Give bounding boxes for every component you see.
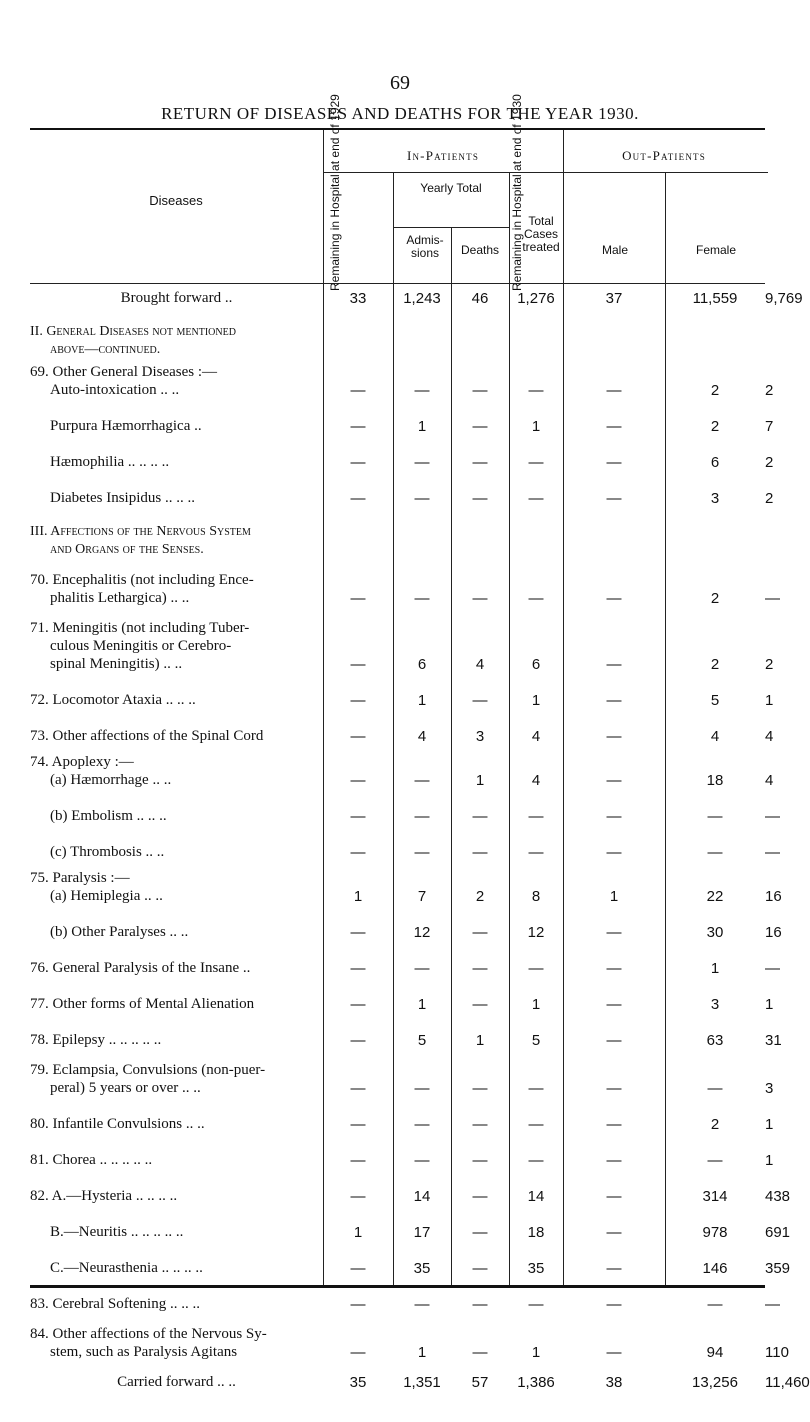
- disease-line: 76. General Paralysis of the Insane ..: [30, 960, 251, 976]
- value-cell: —: [528, 490, 544, 507]
- disease-name: [30, 1169, 323, 1205]
- disease-name: [30, 1049, 323, 1097]
- value-cell: —: [528, 1296, 544, 1313]
- value-cell: 5: [710, 692, 720, 709]
- value-cell: —: [606, 728, 622, 745]
- value-cell: 18: [706, 772, 724, 789]
- value-cell: 1: [531, 418, 541, 435]
- value-cell: —: [472, 692, 488, 709]
- value-cell: 2: [710, 590, 720, 607]
- value-cell: —: [606, 1116, 622, 1133]
- value-cell: —: [350, 1152, 366, 1169]
- value-cell: —: [350, 382, 366, 399]
- value-cell: 1: [710, 960, 720, 977]
- value-cell: 5: [417, 1032, 427, 1049]
- value-cell: —: [472, 996, 488, 1013]
- disease-name: [30, 1241, 323, 1277]
- table-row: Brought forward .. 33 1,243 46 1,276 37 11,559 9,769: [30, 285, 765, 307]
- value-cell: 1: [417, 418, 427, 435]
- disease-line: and Organs of the Senses.: [50, 542, 204, 557]
- value-cell: 978: [702, 1224, 728, 1241]
- value-cell: —: [350, 418, 366, 435]
- value-cell: [509, 307, 563, 359]
- table-row: (b) Other Paralyses .. .. — 12 — 12 — 30 16: [30, 905, 765, 941]
- disease-name: [30, 359, 323, 399]
- value-cell: —: [472, 1224, 488, 1241]
- bottom-rule: [30, 1285, 765, 1288]
- admissions-header: Admis- sions: [406, 233, 444, 260]
- value-cell: —: [707, 1080, 723, 1097]
- value-cell: —: [606, 772, 622, 789]
- value-cell: —: [606, 1152, 622, 1169]
- disease-line: (a) Hemiplegia .. ..: [50, 888, 163, 904]
- value-cell: 4: [417, 728, 427, 745]
- value-cell: 2: [710, 418, 720, 435]
- value-cell: 35: [349, 1374, 367, 1391]
- disease-line: (b) Embolism .. .. ..: [50, 808, 167, 824]
- value-cell: —: [707, 1296, 723, 1313]
- value-cell: —: [606, 844, 622, 861]
- disease-line: B.—Neuritis .. .. .. .. ..: [50, 1224, 184, 1240]
- value-cell: —: [350, 996, 366, 1013]
- value-cell: 4: [531, 728, 541, 745]
- disease-line: Purpura Hæmorrhagica ..: [50, 418, 202, 434]
- value-cell: —: [606, 656, 622, 673]
- value-cell: —: [606, 418, 622, 435]
- value-cell: —: [606, 1296, 622, 1313]
- disease-name: [30, 435, 323, 471]
- value-cell: —: [472, 490, 488, 507]
- value-cell: 1: [475, 1032, 485, 1049]
- value-cell: 1: [531, 692, 541, 709]
- value-cell: —: [472, 844, 488, 861]
- value-cell: [393, 507, 451, 559]
- table-row: 78. Epilepsy .. .. .. .. .. — 5 1 5 — 63 31: [30, 1013, 765, 1049]
- value-cell: 6: [710, 454, 720, 471]
- table-row: (b) Embolism .. .. .. — — — — — — —: [30, 789, 765, 825]
- disease-line: (b) Other Paralyses .. ..: [50, 924, 189, 940]
- disease-line: C.—Neurasthenia .. .. .. ..: [50, 1260, 203, 1276]
- value-cell: —: [528, 808, 544, 825]
- value-cell: 37: [605, 290, 623, 307]
- value-cell: 2: [710, 382, 720, 399]
- value-cell: 2: [710, 1116, 720, 1133]
- value-cell: —: [350, 960, 366, 977]
- value-cell: —: [606, 1344, 622, 1361]
- value-cell: 57: [471, 1374, 489, 1391]
- value-cell: 63: [706, 1032, 724, 1049]
- disease-name: [30, 1133, 323, 1169]
- top-rule: [30, 128, 765, 130]
- value-cell: —: [472, 1152, 488, 1169]
- disease-name: [30, 607, 323, 673]
- value-cell: 38: [605, 1374, 623, 1391]
- value-cell: —: [606, 454, 622, 471]
- remaining-1930-header: Remaining in Hospital at end of 1930: [510, 94, 524, 291]
- value-cell: 5: [531, 1032, 541, 1049]
- value-cell: 1: [417, 1344, 427, 1361]
- table-row: 77. Other forms of Mental Alienation — 1 — 1 — 3 1: [30, 977, 765, 1013]
- table-row: 80. Infantile Convulsions .. .. — — — — — 2 1: [30, 1097, 765, 1133]
- disease-line: 83. Cerebral Softening .. .. ..: [30, 1296, 200, 1312]
- value-cell: —: [350, 1296, 366, 1313]
- value-cell: —: [414, 590, 430, 607]
- disease-line: 75. Paralysis :—: [30, 870, 130, 886]
- value-cell: —: [350, 656, 366, 673]
- value-cell: —: [528, 960, 544, 977]
- disease-line: above—continued.: [50, 342, 161, 357]
- value-cell: —: [350, 1260, 366, 1277]
- value-cell: 4: [710, 728, 720, 745]
- disease-line: peral) 5 years or over .. ..: [50, 1080, 201, 1096]
- disease-name: [30, 673, 323, 709]
- value-cell: —: [528, 382, 544, 399]
- value-cell: [665, 307, 765, 359]
- value-cell: 2: [475, 888, 485, 905]
- value-cell: —: [414, 772, 430, 789]
- disease-name: [30, 905, 323, 941]
- value-cell: [323, 507, 393, 559]
- value-cell: —: [472, 1188, 488, 1205]
- value-cell: —: [350, 692, 366, 709]
- value-cell: 1: [353, 888, 363, 905]
- disease-line: 71. Meningitis (not including Tuber-: [30, 620, 250, 636]
- value-cell: 2: [710, 656, 720, 673]
- value-cell: —: [707, 808, 723, 825]
- value-cell: 46: [471, 290, 489, 307]
- disease-line: 79. Eclampsia, Convulsions (non-puer-: [30, 1062, 266, 1078]
- value-cell: 13,256: [692, 1374, 738, 1391]
- value-cell: —: [472, 1260, 488, 1277]
- value-cell: 8: [531, 888, 541, 905]
- disease-line: 84. Other affections of the Nervous Sy-: [30, 1326, 267, 1342]
- disease-line: 80. Infantile Convulsions .. ..: [30, 1116, 205, 1132]
- table-row: Purpura Hæmorrhagica .. — 1 — 1 — 2 7: [30, 399, 765, 435]
- value-cell: —: [606, 1032, 622, 1049]
- disease-name: [30, 285, 323, 307]
- disease-name: [30, 1205, 323, 1241]
- yearly-total-header: Yearly Total: [420, 181, 482, 195]
- value-cell: 1: [417, 996, 427, 1013]
- disease-line: 70. Encephalitis (not including Ence-: [30, 572, 254, 588]
- disease-line: II. General Diseases not mentioned: [30, 324, 236, 339]
- value-cell: 14: [527, 1188, 545, 1205]
- value-cell: —: [350, 808, 366, 825]
- disease-name: [30, 1313, 323, 1361]
- table-row: 73. Other affections of the Spinal Cord — 4 3 4 — 4 4: [30, 709, 765, 745]
- value-cell: —: [350, 490, 366, 507]
- disease-line: 77. Other forms of Mental Alienation: [30, 996, 255, 1012]
- total-cases-header: Total Cases treated: [522, 214, 560, 254]
- value-cell: —: [472, 1296, 488, 1313]
- value-cell: 1,276: [517, 290, 555, 307]
- disease-line: culous Meningitis or Cerebro-: [50, 638, 232, 654]
- value-cell: —: [414, 960, 430, 977]
- table-row: B.—Neuritis .. .. .. .. .. 1 17 — 18 — 978 691: [30, 1205, 765, 1241]
- remaining-1929-header: Remaining in Hospital at end of 1929: [328, 94, 342, 291]
- disease-name: [30, 1361, 323, 1391]
- table-row: 82. A.—Hysteria .. .. .. .. — 14 — 14 — 314 438: [30, 1169, 765, 1205]
- value-cell: 17: [413, 1224, 431, 1241]
- value-cell: 3: [710, 996, 720, 1013]
- value-cell: —: [350, 844, 366, 861]
- table-row: 74. Apoplexy :— (a) Hæmorrhage .. .. — — 1 4 — 18 4: [30, 745, 765, 789]
- value-cell: 14: [413, 1188, 431, 1205]
- value-cell: 35: [527, 1260, 545, 1277]
- value-cell: —: [606, 692, 622, 709]
- value-cell: 146: [702, 1260, 728, 1277]
- value-cell: —: [606, 590, 622, 607]
- value-cell: —: [606, 1188, 622, 1205]
- value-cell: —: [528, 590, 544, 607]
- disease-name: [30, 1277, 323, 1313]
- value-cell: —: [414, 454, 430, 471]
- value-cell: —: [472, 960, 488, 977]
- value-cell: 7: [417, 888, 427, 905]
- table-row: 69. Other General Diseases :— Auto-intoxication .. .. — — — — — 2 2: [30, 359, 765, 399]
- diseases-header: Diseases: [149, 193, 203, 208]
- value-cell: —: [472, 808, 488, 825]
- value-cell: —: [350, 728, 366, 745]
- value-cell: —: [528, 454, 544, 471]
- page-number: 69: [390, 72, 410, 94]
- disease-name: [30, 1013, 323, 1049]
- value-cell: —: [350, 1116, 366, 1133]
- value-cell: [665, 507, 765, 559]
- value-cell: 1: [475, 772, 485, 789]
- value-cell: 11,559: [692, 290, 738, 307]
- value-cell: 12: [527, 924, 545, 941]
- value-cell: 30: [706, 924, 724, 941]
- value-cell: —: [350, 1188, 366, 1205]
- disease-name: [30, 471, 323, 507]
- value-cell: 22: [706, 888, 724, 905]
- value-cell: —: [528, 1152, 544, 1169]
- table-row: 72. Locomotor Ataxia .. .. .. — 1 — 1 — 5 1: [30, 673, 765, 709]
- value-cell: 35: [413, 1260, 431, 1277]
- disease-name: [30, 1097, 323, 1133]
- value-cell: —: [606, 924, 622, 941]
- value-cell: —: [472, 1080, 488, 1097]
- table-row: Hæmophilia .. .. .. .. — — — — — 6 2: [30, 435, 765, 471]
- disease-name: [30, 307, 323, 359]
- value-cell: —: [606, 960, 622, 977]
- group-rule: [323, 172, 768, 173]
- value-cell: 1,386: [517, 1374, 555, 1391]
- value-cell: —: [606, 382, 622, 399]
- disease-line: Brought forward ..: [120, 290, 233, 306]
- value-cell: —: [414, 1116, 430, 1133]
- value-cell: —: [472, 454, 488, 471]
- disease-line: III. Affections of the Nervous System: [30, 524, 251, 539]
- value-cell: 33: [349, 290, 367, 307]
- value-cell: —: [350, 772, 366, 789]
- value-cell: 6: [531, 656, 541, 673]
- table-row: 76. General Paralysis of the Insane .. — — — — — 1 —: [30, 941, 765, 977]
- value-cell: [323, 307, 393, 359]
- value-cell: 1,243: [403, 290, 441, 307]
- table-row: C.—Neurasthenia .. .. .. .. — 35 — 35 — 146 359: [30, 1241, 765, 1277]
- value-cell: —: [414, 1152, 430, 1169]
- table-row: 84. Other affections of the Nervous Sy- stem, such as Paralysis Agitans — 1 — 1 — 94 110: [30, 1313, 765, 1361]
- disease-name: [30, 825, 323, 861]
- value-cell: —: [707, 844, 723, 861]
- disease-line: Diabetes Insipidus .. .. ..: [50, 490, 195, 506]
- value-cell: —: [414, 844, 430, 861]
- value-cell: 12: [413, 924, 431, 941]
- value-cell: —: [472, 418, 488, 435]
- disease-line: 78. Epilepsy .. .. .. .. ..: [30, 1032, 162, 1048]
- table-row: [30, 507, 765, 559]
- value-cell: —: [528, 1116, 544, 1133]
- value-cell: —: [414, 490, 430, 507]
- disease-line: 73. Other affections of the Spinal Cord: [30, 728, 264, 744]
- disease-name: [30, 709, 323, 745]
- disease-line: Auto-intoxication .. ..: [50, 382, 180, 398]
- table-row: 79. Eclampsia, Convulsions (non-puer- peral) 5 years or over .. .. — — — — — — 3: [30, 1049, 765, 1097]
- out-patients-header: Out-Patients: [622, 148, 706, 163]
- value-cell: —: [472, 1344, 488, 1361]
- disease-name: [30, 399, 323, 435]
- diseases-table: [30, 285, 810, 1391]
- value-cell: —: [528, 1080, 544, 1097]
- disease-name: [30, 941, 323, 977]
- value-cell: —: [528, 844, 544, 861]
- value-cell: 314: [702, 1188, 728, 1205]
- male-header: Male: [601, 243, 628, 257]
- value-cell: 1: [531, 996, 541, 1013]
- value-cell: —: [414, 382, 430, 399]
- deaths-header: Deaths: [460, 243, 500, 257]
- table-row: 83. Cerebral Softening .. .. .. — — — — — — —: [30, 1277, 765, 1313]
- value-cell: —: [350, 1344, 366, 1361]
- disease-name: [30, 977, 323, 1013]
- value-cell: —: [350, 590, 366, 607]
- table-row: 70. Encephalitis (not including Ence- phalitis Lethargica) .. .. — — — — — 2 —: [30, 559, 765, 607]
- value-cell: [509, 507, 563, 559]
- value-cell: —: [472, 590, 488, 607]
- disease-line: Hæmophilia .. .. .. ..: [50, 454, 170, 470]
- value-cell: —: [472, 382, 488, 399]
- table-row: 71. Meningitis (not including Tuber- culous Meningitis or Cerebro- spinal Meningitis) .. .. — 6 4 6 — 2 2: [30, 607, 765, 673]
- disease-name: [30, 559, 323, 607]
- table-row: 81. Chorea .. .. .. .. .. — — — — — — 1: [30, 1133, 765, 1169]
- value-cell: —: [606, 808, 622, 825]
- value-cell: [451, 507, 509, 559]
- value-cell: 3: [475, 728, 485, 745]
- disease-name: [30, 789, 323, 825]
- value-cell: 4: [475, 656, 485, 673]
- value-cell: —: [350, 924, 366, 941]
- value-cell: 18: [527, 1224, 545, 1241]
- value-cell: —: [606, 1080, 622, 1097]
- disease-line: Carried forward .. ..: [117, 1374, 236, 1390]
- disease-line: (c) Thrombosis .. ..: [50, 844, 165, 860]
- value-cell: 3: [710, 490, 720, 507]
- disease-name: [30, 507, 323, 559]
- in-patients-header: In-Patients: [406, 148, 480, 163]
- value-cell: [451, 307, 509, 359]
- disease-line: phalitis Lethargica) .. ..: [50, 590, 190, 606]
- value-cell: 1,351: [403, 1374, 441, 1391]
- value-cell: —: [707, 1152, 723, 1169]
- disease-line: 81. Chorea .. .. .. .. ..: [30, 1152, 153, 1168]
- value-cell: 4: [531, 772, 541, 789]
- disease-line: 82. A.—Hysteria .. .. .. ..: [30, 1188, 178, 1204]
- table-row: [30, 307, 765, 359]
- value-cell: 1: [609, 888, 619, 905]
- value-cell: —: [350, 454, 366, 471]
- page-title: RETURN OF DISEASES AND DEATHS FOR THE YEAR 1930.: [161, 104, 639, 123]
- disease-line: 74. Apoplexy :—: [30, 754, 134, 770]
- value-cell: —: [414, 1296, 430, 1313]
- disease-line: (a) Hæmorrhage .. ..: [50, 772, 172, 788]
- value-cell: [563, 307, 665, 359]
- table-row: (c) Thrombosis .. .. — — — — — — —: [30, 825, 765, 861]
- disease-name: [30, 861, 323, 905]
- value-cell: —: [414, 808, 430, 825]
- disease-line: 69. Other General Diseases :—: [30, 364, 218, 380]
- value-cell: 94: [706, 1344, 724, 1361]
- value-cell: [393, 307, 451, 359]
- value-cell: —: [606, 1260, 622, 1277]
- disease-line: stem, such as Paralysis Agitans: [50, 1344, 238, 1360]
- table-row: Carried forward .. .. 35 1,351 57 1,386 38 13,256 11,460: [30, 1361, 765, 1391]
- value-cell: —: [472, 924, 488, 941]
- value-cell: [563, 507, 665, 559]
- female-header: Female: [695, 243, 736, 257]
- value-cell: —: [414, 1080, 430, 1097]
- value-cell: —: [606, 1224, 622, 1241]
- value-cell: —: [350, 1032, 366, 1049]
- value-cell: —: [606, 996, 622, 1013]
- table-row: 75. Paralysis :— (a) Hemiplegia .. .. 1 7 2 8 1 22 16: [30, 861, 765, 905]
- disease-line: 72. Locomotor Ataxia .. .. ..: [30, 692, 196, 708]
- value-cell: 1: [353, 1224, 363, 1241]
- value-cell: —: [472, 1116, 488, 1133]
- value-cell: 1: [531, 1344, 541, 1361]
- disease-name: [30, 745, 323, 789]
- table-row: Diabetes Insipidus .. .. .. — — — — — 3 2: [30, 471, 765, 507]
- value-cell: 6: [417, 656, 427, 673]
- header-bottom-rule: [30, 283, 765, 284]
- disease-line: spinal Meningitis) .. ..: [50, 656, 183, 672]
- value-cell: —: [606, 490, 622, 507]
- value-cell: 1: [417, 692, 427, 709]
- value-cell: —: [350, 1080, 366, 1097]
